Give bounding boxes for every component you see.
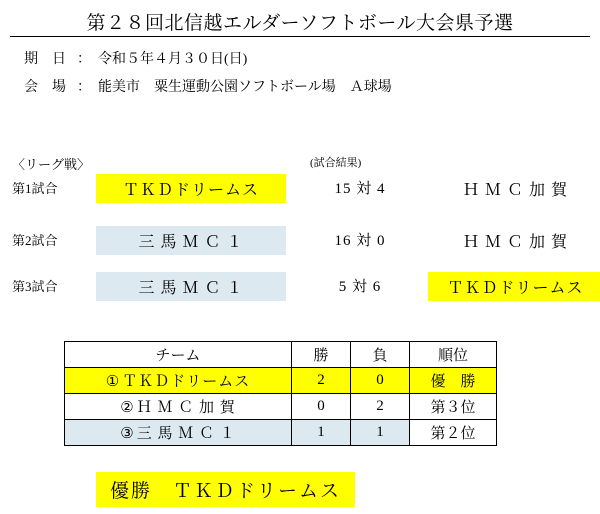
standings-header-win: 勝 [292,342,351,368]
table-row [65,368,497,394]
event-date-row [24,48,247,68]
standings-lose-cell: 2 [351,394,410,420]
standings-header-row [65,342,497,368]
standings-team-cell [65,394,292,420]
standings-header-rank: 順位 [410,342,497,368]
standings-win-cell: 2 [292,368,351,394]
event-venue-label: 会 場 [24,80,66,95]
game-team-left: 三 馬 Ｍ Ｃ １ [96,226,286,255]
title-divider [10,36,590,37]
champion-banner: 優勝 ＴＫＤドリームス [96,472,355,507]
game-team-left: 三 馬 Ｍ Ｃ １ [96,272,286,301]
standings-rank-cell: 優 勝 [410,368,497,394]
game-score: 16 対 0 [334,233,386,249]
standings-rank-mark: ② [120,400,135,416]
standings-rank-mark: ③ [120,426,135,442]
standings-header-team: チーム [65,342,292,368]
page-title: 第２８回北信越エルダーソフトボール大会県予選 [86,13,514,34]
standings-lose-cell: 0 [351,368,410,394]
game-score: 15 対 4 [334,181,386,197]
game-row [12,174,592,200]
table-row [65,420,497,446]
game-team-right: Ｈ Ｍ Ｃ 加 賀 [462,182,568,199]
standings-team-name: 三 馬 Ｍ Ｃ １ [136,426,236,442]
event-date-value: 令和５年４月３０日(日) [98,52,248,67]
standings-rank-cell: 第３位 [410,394,497,420]
game-team-right: Ｈ Ｍ Ｃ 加 賀 [462,234,568,251]
game-team-right: ＴＫＤドリームス [428,272,600,301]
game-label: 第2試合 [12,233,58,248]
standings-table [64,341,497,446]
standings-rank-mark: ① [105,374,121,390]
standings-lose-cell: 1 [351,420,410,446]
game-label: 第3試合 [12,279,58,294]
standings-team-name: Ｈ Ｍ Ｃ 加 賀 [136,400,236,416]
table-row [65,394,497,420]
game-team-left: ＴＫＤドリームス [96,174,286,203]
event-date-colon: ： [77,52,91,67]
league-section-heading: 〈リーグ戦〉 [12,157,91,172]
result-section-heading: (試合結果) [310,157,362,169]
event-venue-value: 能美市 粟生運動公園ソフトボール場 Ａ球場 [98,80,392,95]
standings-team-cell [65,368,292,394]
event-date-label: 期 日 [24,52,66,67]
game-score: 5 対 6 [338,279,382,295]
standings-win-cell: 0 [292,394,351,420]
standings-rank-cell: 第２位 [410,420,497,446]
event-venue-colon: ： [77,80,91,95]
standings-team-name: ＴＫＤドリームス [122,374,251,390]
standings-team-cell [65,420,292,446]
event-venue-row [24,76,392,96]
game-row [12,226,592,252]
game-label: 第1試合 [12,181,58,196]
standings-header-lose: 負 [351,342,410,368]
game-row [12,272,592,298]
standings-win-cell: 1 [292,420,351,446]
